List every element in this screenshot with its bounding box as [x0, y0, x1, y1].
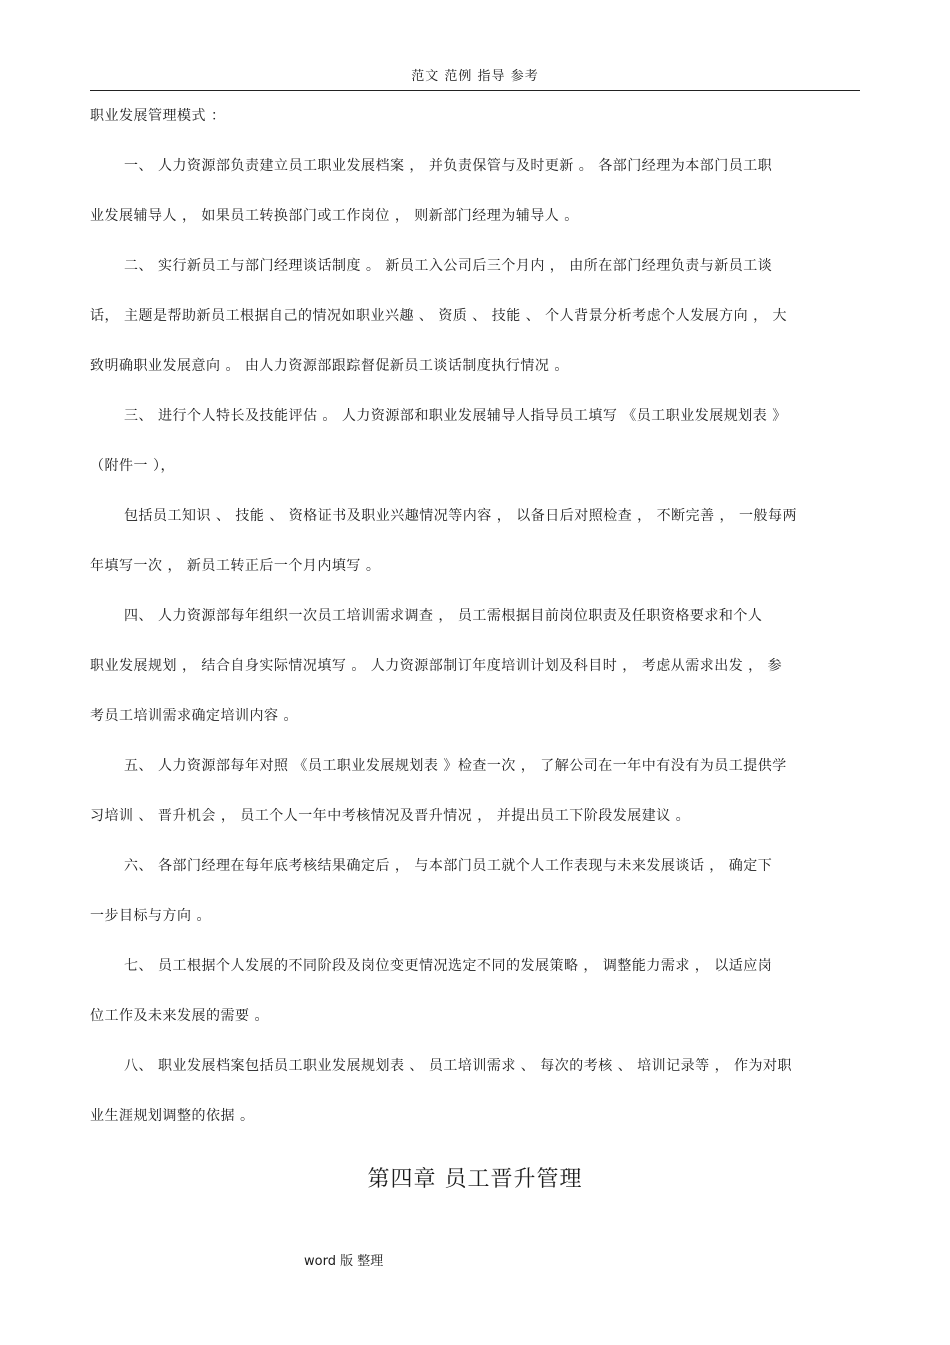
paragraph-line: 致明确职业发展意向 。 由人力资源部跟踪督促新员工谈话制度执行情况 。 [90, 358, 569, 374]
paragraph-line: 三、 进行个人特长及技能评估 。 人力资源部和职业发展辅导人指导员工填写 《员工职业发展规划表 》 [124, 408, 787, 424]
header-text: 范文 范例 指导 参考 [411, 69, 539, 84]
paragraph-line: 一、 人力资源部负责建立员工职业发展档案 ， 并负责保管与及时更新 。 各部门经理为本部门员工职 [124, 158, 773, 174]
paragraph-line: （附件一 ）， [90, 458, 175, 474]
paragraph-line: 话， 主题是帮助新员工根据自己的情况如职业兴趣 、 资质 、 技能 、 个人背景分析考虑个人发展方向 ， 大 [90, 308, 788, 324]
paragraph-line: 八、 职业发展档案包括员工职业发展规划表 、 员工培训需求 、 每次的考核 、 培训记录等 ， 作为对职 [124, 1058, 793, 1074]
paragraph-line: 考员工培训需求确定培训内容 。 [90, 708, 298, 724]
paragraph-line: 业生涯规划调整的依据 。 [90, 1108, 255, 1124]
chapter-title: 第四章 员工晋升管理 [367, 1167, 583, 1192]
paragraph-line: 位工作及未来发展的需要 。 [90, 1008, 269, 1024]
page-header [90, 66, 860, 91]
paragraph-line: 七、 员工根据个人发展的不同阶段及岗位变更情况选定不同的发展策略 ， 调整能力需求 ， 以适应岗 [124, 958, 773, 974]
paragraph-line: 职业发展规划 ， 结合自身实际情况填写 。 人力资源部制订年度培训计划及科目时 ， 考虑从需求出发 ， 参 [90, 658, 783, 674]
paragraph-line: 包括员工知识 、 技能 、 资格证书及职业兴趣情况等内容 ， 以备日后对照检查 ， 不断完善 ， 一般每两 [124, 508, 797, 524]
page-footer: word 版 整理 [304, 1254, 384, 1269]
paragraph-line: 六、 各部门经理在每年底考核结果确定后 ， 与本部门员工就个人工作表现与未来发展谈话 ， 确定下 [124, 858, 773, 874]
paragraph-line: 二、 实行新员工与部门经理谈话制度 。 新员工入公司后三个月内 ， 由所在部门经理负责与新员工谈 [124, 258, 773, 274]
paragraph-line: 年填写一次 ， 新员工转正后一个月内填写 。 [90, 558, 381, 574]
intro-line: 职业发展管理模式 ： [90, 108, 226, 124]
paragraph-line: 一步目标与方向 。 [90, 908, 211, 924]
paragraph-line: 业发展辅导人 ， 如果员工转换部门或工作岗位 ， 则新部门经理为辅导人 。 [90, 208, 579, 224]
paragraph-line: 习培训 、 晋升机会 ， 员工个人一年中考核情况及晋升情况 ， 并提出员工下阶段发展建议 。 [90, 808, 691, 824]
paragraph-line: 四、 人力资源部每年组织一次员工培训需求调查 ， 员工需根据目前岗位职责及任职资格要求和个人 [124, 608, 763, 624]
paragraph-line: 五、 人力资源部每年对照 《员工职业发展规划表 》检查一次 ， 了解公司在一年中有没有为员工提供学 [124, 758, 787, 774]
